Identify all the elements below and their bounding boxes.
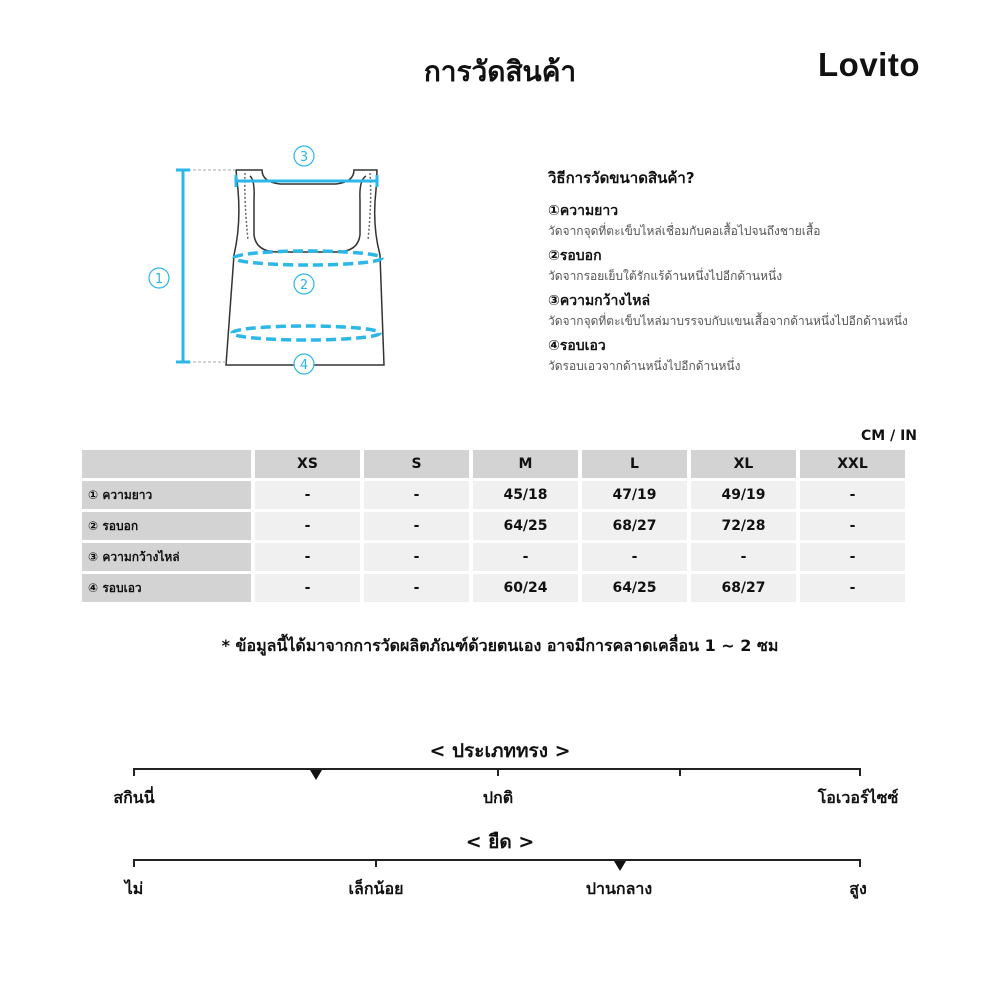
fit-label-oversize: โอเวอร์ไซซ์ — [817, 788, 899, 807]
table-cell: - — [800, 512, 905, 540]
table-header-row — [82, 450, 905, 478]
size-header: XL — [691, 450, 796, 478]
fit-tick — [497, 768, 499, 776]
tank-top-outline — [226, 170, 384, 365]
table-cell: 47/19 — [582, 481, 687, 509]
how-to-measure — [548, 166, 978, 380]
page-title: การวัดสินค้า — [423, 55, 577, 88]
table-cell: - — [691, 543, 796, 571]
howto-item-title: ②รอบอก — [548, 248, 602, 264]
row-label: ④ รอบเอว — [82, 574, 251, 602]
bust-ellipse — [234, 251, 382, 265]
size-header: S — [364, 450, 469, 478]
table-cell: - — [473, 543, 578, 571]
table-cell: - — [364, 512, 469, 540]
table-cell: 68/27 — [691, 574, 796, 602]
svg-text:3: 3 — [299, 150, 309, 165]
stretch-label-slight: เล็กน้อย — [348, 879, 404, 898]
fit-tick — [679, 768, 681, 776]
measurement-note: * ข้อมูลนี้ได้มาจากการวัดผลิตภัณฑ์ด้วยตนเอง อาจมีการคลาดเคลื่อน 1 ~ 2 ซม — [221, 636, 779, 655]
howto-item-title: ①ความยาว — [548, 203, 619, 219]
marker-4 — [294, 354, 314, 374]
table-cell: - — [800, 543, 905, 571]
table-cell: 64/25 — [582, 574, 687, 602]
fit-tick — [859, 768, 861, 776]
fit-scale-title: < ประเภททรง > — [429, 740, 571, 762]
stretch-scale-title: < ยืด > — [465, 831, 535, 853]
howto-item-desc: วัดรอบเอวจากด้านหนึ่งไปอีกด้านหนึ่ง — [548, 359, 741, 373]
size-header: XXL — [800, 450, 905, 478]
how-to-heading: วิธีการวัดขนาดสินค้า? — [548, 169, 695, 187]
waist-ellipse — [232, 326, 380, 340]
stretch-label-none: ไม่ — [124, 879, 144, 898]
howto-item-desc: วัดจากรอยเย็บใต้รักแร้ด้านหนึ่งไปอีกด้านหนึ่ง — [548, 269, 783, 283]
table-cell: 45/18 — [473, 481, 578, 509]
table-cell: - — [255, 481, 360, 509]
marker-1 — [149, 268, 169, 288]
table-row — [82, 512, 905, 540]
stretch-label-high: สูง — [849, 879, 867, 898]
row-label: ① ความยาว — [82, 481, 251, 509]
table-cell: - — [800, 574, 905, 602]
size-table — [78, 447, 909, 605]
stretch-tick — [133, 859, 135, 867]
table-row — [82, 543, 905, 571]
table-cell: - — [255, 574, 360, 602]
stretch-tick — [859, 859, 861, 867]
table-cell: 49/19 — [691, 481, 796, 509]
marker-3 — [294, 146, 314, 166]
row-label: ② รอบอก — [82, 512, 251, 540]
fit-label-skinny: สกินนี่ — [113, 788, 155, 807]
brand-logo: Lovito — [818, 46, 920, 83]
fit-tick — [133, 768, 135, 776]
table-row — [82, 574, 905, 602]
stretch-scale-line — [133, 859, 861, 861]
table-cell: - — [364, 481, 469, 509]
marker-2 — [294, 274, 314, 294]
stretch-label-medium: ปานกลาง — [585, 879, 653, 898]
stretch-tick — [375, 859, 377, 867]
table-cell: 68/27 — [582, 512, 687, 540]
table-corner — [82, 450, 251, 478]
fit-marker — [310, 770, 322, 780]
svg-text:4: 4 — [299, 358, 309, 373]
size-header: L — [582, 450, 687, 478]
unit-label: CM / IN — [861, 428, 917, 444]
table-cell: - — [582, 543, 687, 571]
table-cell: - — [255, 512, 360, 540]
table-cell: - — [364, 543, 469, 571]
table-cell: - — [800, 481, 905, 509]
table-cell: 64/25 — [473, 512, 578, 540]
row-label: ③ ความกว้างไหล่ — [82, 543, 251, 571]
table-cell: 60/24 — [473, 574, 578, 602]
table-row — [82, 481, 905, 509]
fit-label-regular: ปกติ — [482, 788, 514, 807]
stretch-marker — [614, 861, 626, 871]
svg-text:2: 2 — [299, 278, 309, 293]
svg-text:1: 1 — [154, 272, 164, 287]
garment-diagram — [140, 140, 400, 380]
size-header: M — [473, 450, 578, 478]
size-header: XS — [255, 450, 360, 478]
howto-item-desc: วัดจากจุดที่ตะเข็บไหล่เชื่อมกับคอเสื้อไปจนถึงชายเสื้อ — [548, 224, 821, 238]
table-cell: - — [255, 543, 360, 571]
howto-item-desc: วัดจากจุดที่ตะเข็บไหล่มาบรรจบกับแขนเสื้อจากด้านหนึ่งไปอีกด้านหนึ่ง — [548, 314, 908, 328]
table-cell: - — [364, 574, 469, 602]
howto-item-title: ④รอบเอว — [548, 338, 606, 354]
howto-item-title: ③ความกว้างไหล่ — [548, 293, 651, 309]
table-cell: 72/28 — [691, 512, 796, 540]
